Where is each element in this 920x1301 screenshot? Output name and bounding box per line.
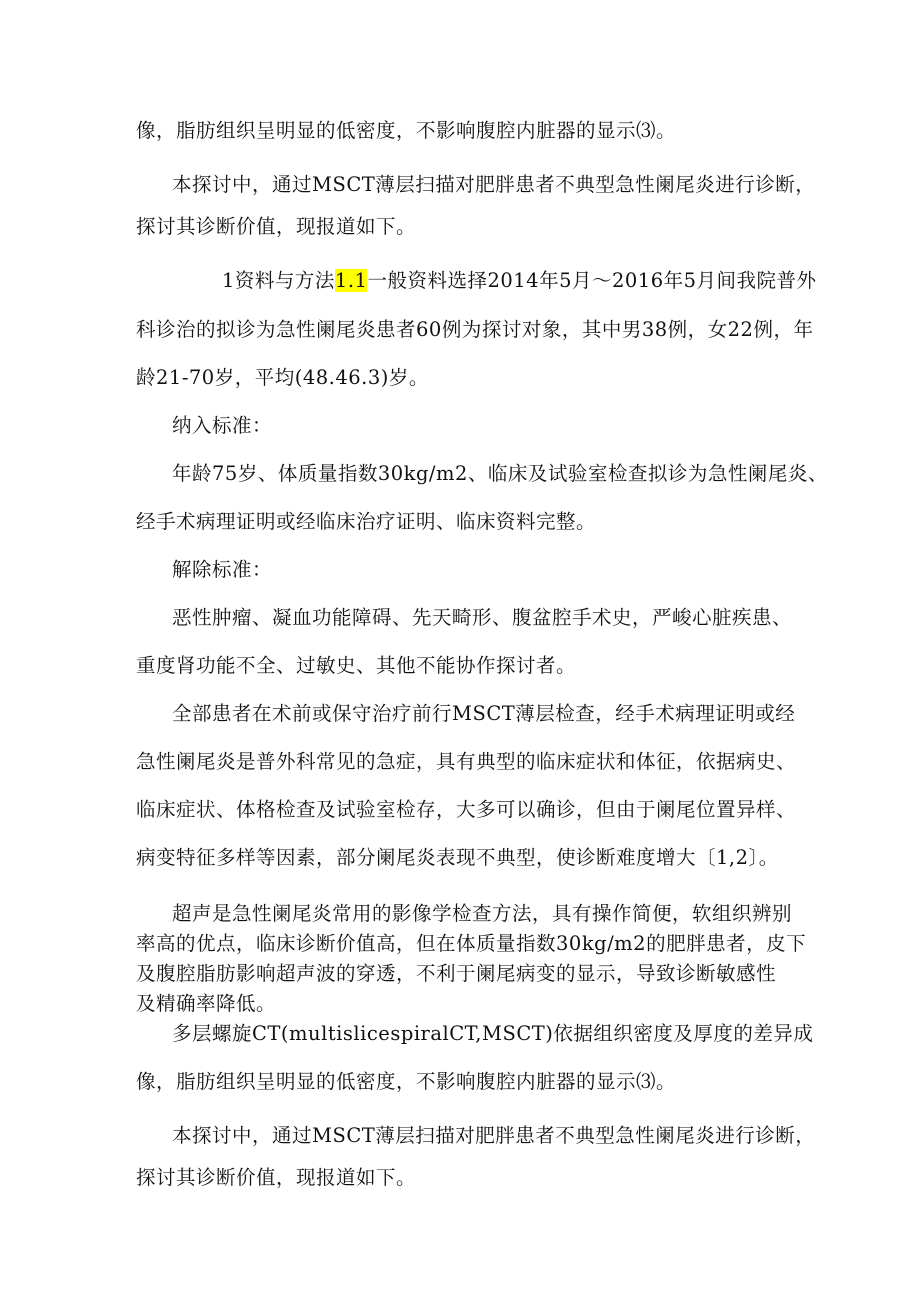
paragraph-line: 超声是急性阑尾炎常用的影像学检查方法，具有操作简便，软组织辨别 (172, 902, 793, 925)
paragraph-line: 科诊治的拟诊为急性阑尾炎患者60例为探讨对象，其中男38例，女22例，年 (136, 318, 814, 341)
paragraph-line: 多层螺旋CT(multislicespiralCT,MSCT)依据组织密度及厚度的差异成 (172, 1022, 814, 1045)
section-number-text: 1资料与方法 (222, 269, 335, 292)
paragraph-line: 龄21-70岁，平均(48.46.3)岁。 (136, 366, 429, 389)
paragraph-line: 本探讨中，通过MSCT薄层扫描对肥胖患者不典型急性阑尾炎进行诊断， (172, 1124, 816, 1147)
paragraph-line: 临床症状、体格检查及试验室检存，大多可以确诊，但由于阑尾位置异样、 (136, 798, 797, 821)
paragraph-line: 恶性肿瘤、凝血功能障碍、先天畸形、腹盆腔手术史，严峻心脏疾患、 (172, 606, 793, 629)
section-heading-line (222, 267, 817, 295)
paragraph-line: 及腹腔脂肪影响超声波的穿透，不利于阑尾病变的显示，导致诊断敏感性 (136, 962, 777, 985)
paragraph-line: 病变特征多样等因素，部分阑尾炎表现不典型，使诊断难度增大〔1,2〕。 (136, 846, 779, 869)
paragraph-line: 全部患者在术前或保守治疗前行MSCT薄层检查，经手术病理证明或经 (172, 702, 796, 725)
paragraph-line: 探讨其诊断价值，现报道如下。 (136, 1166, 417, 1189)
paragraph-line: 经手术病理证明或经临床治疗证明、临床资料完整。 (136, 510, 597, 533)
paragraph-line: 本探讨中，通过MSCT薄层扫描对肥胖患者不典型急性阑尾炎进行诊断， (172, 173, 816, 196)
highlighted-subsection-number: 1.1 (334, 269, 368, 292)
paragraph-line: 急性阑尾炎是普外科常见的急症，具有典型的临床症状和体征，依据病史、 (136, 750, 797, 773)
paragraph-line: 重度肾功能不全、过敏史、其他不能协作探讨者。 (136, 654, 577, 677)
subheading-line: 解除标准： (172, 558, 273, 581)
paragraph-line: 像，脂肪组织呈明显的低密度，不影响腹腔内脏器的显示⑶。 (136, 1070, 677, 1093)
paragraph-line: 年龄75岁、体质量指数30kg/m2、临床及试验室检查拟诊为急性阑尾炎、 (172, 462, 828, 485)
paragraph-line: 探讨其诊断价值，现报道如下。 (136, 215, 417, 238)
subheading-line: 纳入标准： (172, 414, 273, 437)
paragraph-line: 像，脂肪组织呈明显的低密度，不影响腹腔内脏器的显示⑶。 (136, 119, 677, 142)
paragraph-line: 及精确率降低。 (136, 992, 277, 1015)
paragraph-line: 率高的优点，临床诊断价值高，但在体质量指数30kg/m2的肥胖患者，皮下 (136, 932, 807, 955)
paragraph-text: 一般资料选择2014年5月～2016年5月间我院普外 (367, 269, 817, 292)
